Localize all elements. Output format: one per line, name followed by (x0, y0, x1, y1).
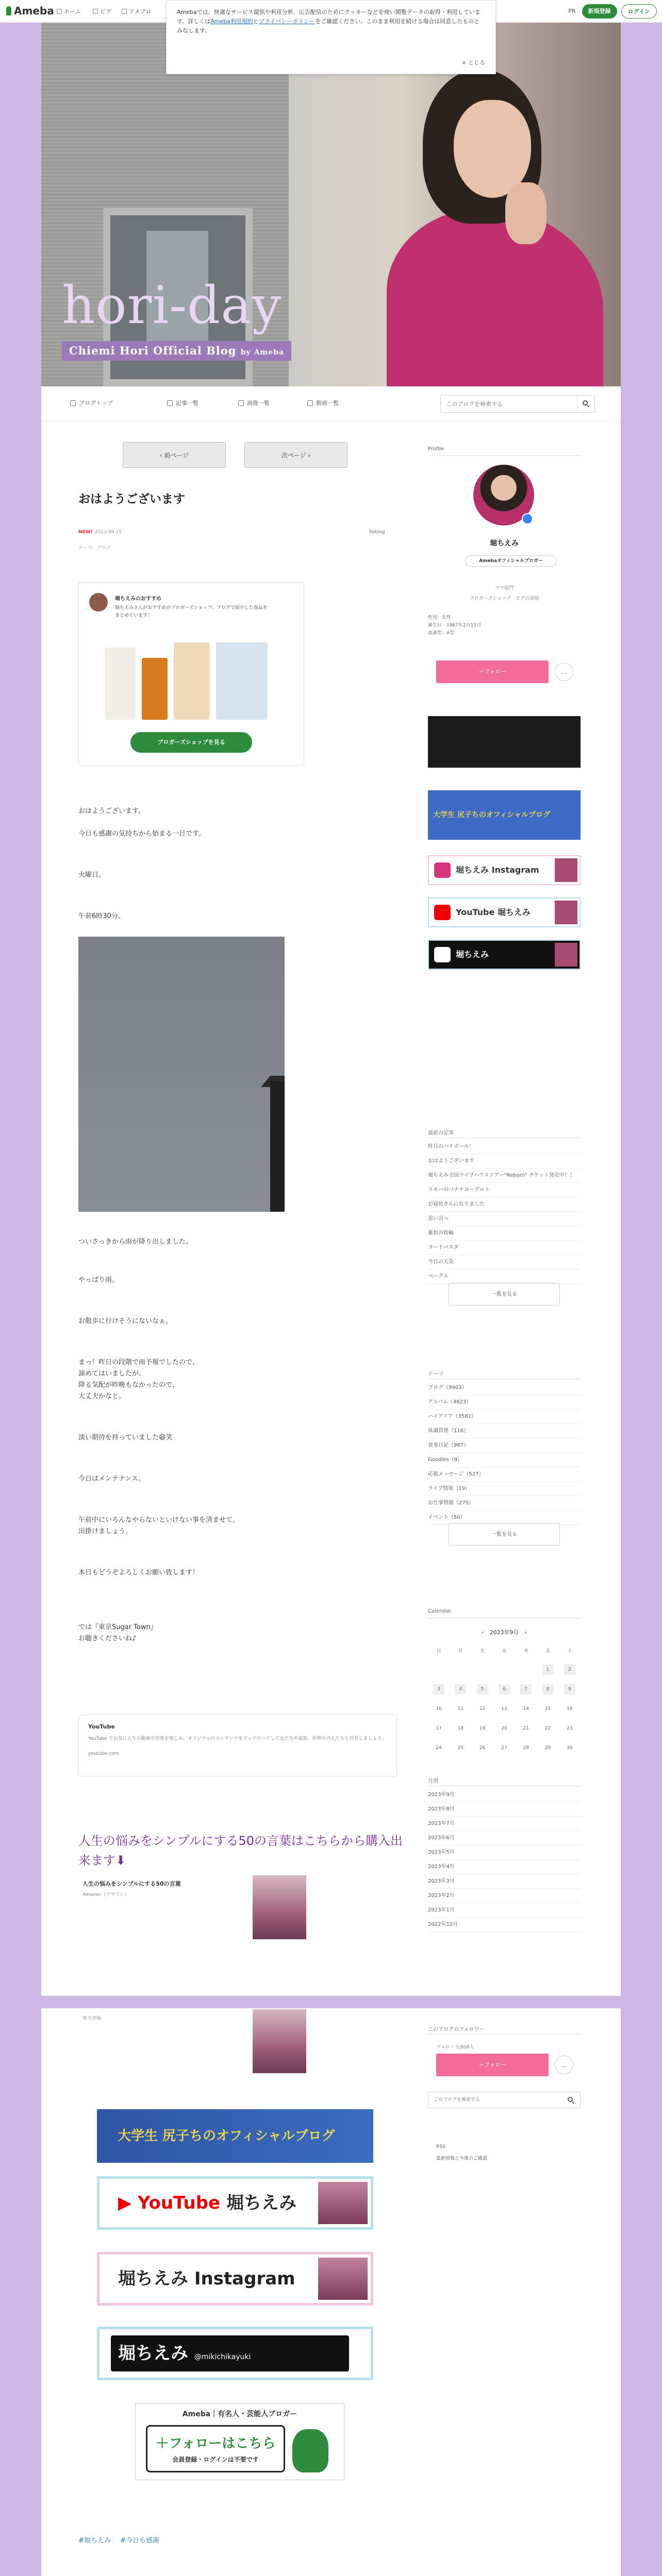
blog-header-image[interactable] (41, 23, 621, 386)
section-divider (0, 1996, 662, 2008)
paragraph: ついさっきから雨が降り出しました。 (78, 1238, 193, 1246)
recent-item[interactable]: 堀ちえみ全国ライブハウスツアー"Reborn" チケット発売中！！ (428, 1168, 581, 1183)
book-title: 人生の悩みをシンプルにする50の言葉 (82, 1880, 181, 1887)
banner-photo (318, 2258, 368, 2300)
archive-item[interactable]: 2023年5月 (428, 1845, 581, 1860)
nav-home[interactable]: ホーム (57, 7, 81, 15)
nav-ameblo[interactable]: アメブロ (122, 7, 151, 15)
recent-header: 最新の記事 (428, 1130, 454, 1136)
paragraph: 午前中にいろんなやらないといけない事を済ませて、 (78, 1516, 239, 1524)
article-photo[interactable] (78, 937, 285, 1212)
paragraph: 降る気配が昨晩もなかったので、 (78, 1381, 179, 1389)
profile-name[interactable]: 堀ちえみ (490, 539, 519, 548)
pigg-icon (93, 9, 98, 14)
recent-item[interactable]: お寝坊さんになりました (428, 1197, 581, 1212)
recent-item[interactable]: 今日の天気 (428, 1255, 581, 1269)
theme-item[interactable]: イベント（50） (428, 1511, 581, 1525)
theme-item[interactable]: お仕事情報（275） (428, 1496, 581, 1511)
theme-more-button[interactable]: 一覧を見る (449, 1523, 560, 1546)
calendar-day[interactable]: 6 (493, 1680, 515, 1699)
calendar: 日 月 火 水 木 金 土 1 2 3 4 5 6 7 8 9 10 11 12 13 14 15 16 17 18 19 20 21 22 23 24 25 26 27 28 29 30 (428, 1640, 581, 1758)
theme-item[interactable]: ライブ情報（19） (428, 1482, 581, 1496)
paragraph: 午前6時30分。 (78, 912, 125, 920)
rss-link[interactable]: RSS (436, 2144, 445, 2149)
theme-list (428, 1381, 581, 1525)
divider (428, 2034, 581, 2035)
side-x-banner[interactable]: 堀ちえみ (428, 940, 581, 970)
next-month-button[interactable]: › (524, 1629, 527, 1636)
archive-item[interactable]: 2023年4月 (428, 1860, 581, 1874)
theme-item[interactable]: ブログ（9903） (428, 1381, 581, 1395)
book-link-card[interactable] (78, 2009, 397, 2073)
blog-title: hori-day (62, 275, 282, 335)
side-instagram-banner[interactable]: 堀ちえみ Instagram (428, 855, 581, 885)
paragraph: 本日もどうぞよろしくお願い致します！ (78, 1569, 200, 1577)
terms-link[interactable]: Ameba利用規約 (210, 18, 253, 25)
bloggers-shop-card (78, 582, 304, 766)
banner-photo (318, 2182, 368, 2224)
paragraph: お散歩に行けそうにないなぁ。 (78, 1317, 173, 1325)
shop-button[interactable]: ブロガーズショップを見る (130, 732, 252, 753)
recent-item[interactable]: スキバのバナナヨーグルト (428, 1183, 581, 1197)
entry-date: NEW! 2023-09-15 (78, 530, 122, 535)
calendar-header: Calendar (428, 1608, 451, 1614)
archive-item[interactable]: 2023年3月 (428, 1874, 581, 1889)
privacy-link[interactable]: プライバシーポリシー (258, 18, 316, 25)
nav-video-list[interactable]: 動画一覧 (307, 399, 339, 407)
theme-item[interactable]: 食事日記（987） (428, 1438, 581, 1453)
theme-item[interactable]: Goodies（9） (428, 1453, 581, 1467)
theme-header: テーマ (428, 1371, 443, 1377)
archive-list (428, 1788, 581, 1932)
follower-header: このブログのフォロワー (428, 2027, 485, 2032)
archive-item[interactable]: 2023年6月 (428, 1831, 581, 1845)
divider (428, 455, 581, 456)
info-link[interactable]: 最新情報と今後のご確認 (436, 2156, 488, 2161)
youtube-card-url: youtube.com (88, 1751, 119, 1756)
mascot-image (292, 2429, 328, 2472)
side-college-banner[interactable]: 大学生 尻子ちのオフィシャルブログ (428, 790, 581, 840)
image-icon (238, 400, 244, 406)
theme-item[interactable]: 応援メッセージ（527） (428, 1467, 581, 1482)
paragraph: おはようございます。 (78, 807, 145, 815)
avatar (89, 593, 108, 612)
side-banner-photo[interactable] (428, 716, 581, 768)
book-store: 楽天市場 (82, 2016, 102, 2021)
prev-page-button[interactable]: ‹ 前ページ (123, 442, 226, 468)
nav-pigg[interactable]: ピグ (93, 7, 111, 15)
prev-month-button[interactable]: ‹ (482, 1629, 484, 1636)
x-banner[interactable]: 堀ちえみ @mikichikayuki (97, 2327, 373, 2380)
book-image (253, 1875, 306, 1939)
reblog-button[interactable]: Reblog (369, 530, 385, 535)
cookie-notice: Amebaでは、快適なサービス提供や利用分析、広告配信のためにクッキーなどを使い閲覧データの取得・利用しています。詳しくはAmeba利用規約とプライバシーポリシーをご確認ください。このまま利用を続ける場合は同意したものとみなします。 × とじる (166, 0, 496, 74)
entry-theme[interactable]: テーマ：ブログ (78, 546, 111, 551)
more-options-button[interactable]: … (555, 2056, 573, 2074)
recent-item[interactable]: 思い出へ (428, 1212, 581, 1226)
product-images[interactable] (105, 637, 275, 720)
calendar-month: ‹ 2023年9月 › (482, 1629, 527, 1636)
side-band-left (0, 0, 41, 2576)
tag-link[interactable]: ブロガーズショップ (469, 596, 511, 601)
nav-image-list[interactable]: 画像一覧 (238, 399, 270, 407)
hashtag-link[interactable]: #今日も感謝 (120, 2537, 159, 2545)
archive-item[interactable]: 2022年12月 (428, 1918, 581, 1932)
cookie-close-button[interactable]: × とじる (461, 59, 485, 66)
signup-button[interactable]: 新規登録 (582, 4, 617, 19)
youtube-banner[interactable]: ▶ YouTube 堀ちえみ (97, 2176, 373, 2230)
tag-link[interactable]: ピグの部屋 (516, 596, 539, 601)
calendar-day[interactable]: 2 (559, 1660, 581, 1680)
archive-item[interactable]: 2023年2月 (428, 1889, 581, 1903)
profile-meta: 性別：女性 誕生日：1967年2月15日 血液型：A型 (428, 615, 482, 636)
side-youtube-banner[interactable]: YouTube 堀ちえみ (428, 897, 581, 927)
profile-header: Profile (428, 446, 444, 452)
shop-desc: 堀ちえみさんがおすすめのブロガーズショップ。ブログで紹介した商品をまとめています！ (115, 605, 268, 618)
list-icon (167, 400, 173, 406)
video-icon (307, 400, 313, 406)
instagram-icon (434, 862, 451, 878)
profile-tags (428, 583, 581, 604)
blog-nav (41, 386, 621, 421)
calendar-day[interactable]: 7 (515, 1680, 537, 1699)
archive-item[interactable]: 2023年1月 (428, 1903, 581, 1918)
login-button[interactable]: ログイン (621, 4, 657, 19)
calendar-day[interactable]: 1 (537, 1660, 558, 1680)
youtube-card-desc: YouTube でお気に入りの動画や音楽を楽しみ、オリジナルのコンテンツをアップロードして友だちや家族、世界中の人たちと共有しましょう。 (88, 1736, 387, 1741)
calendar-day[interactable]: 5 (472, 1680, 493, 1699)
theme-item[interactable]: アルバム（4823） (428, 1395, 581, 1410)
next-page-button[interactable]: 次ページ › (244, 442, 347, 468)
youtube-icon (434, 905, 451, 920)
tag-link[interactable]: ママ部門 (494, 586, 514, 591)
theme-item[interactable]: 体調管理（116） (428, 1424, 581, 1438)
follow-button-bottom[interactable]: ＋フォロー (436, 2054, 549, 2076)
instagram-banner[interactable]: 堀ちえみ Instagram (97, 2252, 373, 2306)
ameba-follow-banner[interactable]: Ameba｜有名人・芸能人ブロガー ＋フォローはこちら 会員登録・ログインは不要です (135, 2403, 344, 2480)
archive-item[interactable]: 2023年8月 (428, 1802, 581, 1817)
verified-icon (522, 513, 533, 524)
pr-link[interactable]: PR (568, 8, 576, 14)
recent-item[interactable]: おはようございます (428, 1154, 581, 1168)
book-cta: 人生の悩みをシンプルにする50の言葉はこちらから購入出来ます⬇ (78, 1834, 403, 1868)
home-icon (57, 9, 62, 14)
paragraph: 大丈夫かなと。 (78, 1393, 126, 1400)
more-options-button[interactable]: … (555, 663, 573, 681)
recent-more-button[interactable]: 一覧を見る (449, 1283, 560, 1306)
hashtag-link[interactable]: #堀ちえみ (78, 2537, 111, 2545)
blog-subtitle: Chiemi Hori Official Blog by Ameba (62, 341, 291, 361)
paragraph: 火曜日。 (78, 871, 106, 879)
blog-search-input[interactable] (441, 396, 570, 412)
hero-portrait (376, 54, 598, 386)
paragraph: 淡い期待を持っていました😆笑 (78, 1434, 173, 1442)
book-link-card[interactable] (78, 1875, 397, 1939)
x-icon (434, 947, 451, 962)
paragraph: 今日も感謝の気持ちから始まる一日です。 (78, 830, 205, 838)
search-icon (583, 400, 588, 405)
paragraph: 出掛けましょう。 (78, 1528, 133, 1535)
search-icon[interactable] (568, 2097, 573, 2102)
official-badge: Amebaオフィシャルブロガー (465, 555, 557, 567)
recent-item[interactable]: 薬指の指輪 (428, 1226, 581, 1241)
paragraph: お聴きくださいね♪ (78, 1635, 137, 1642)
sidebar-search-input[interactable] (428, 2092, 557, 2108)
book-store: Amazon（アマゾン） (82, 1892, 129, 1897)
calendar-day[interactable]: 4 (450, 1680, 471, 1699)
search-button[interactable] (577, 396, 594, 412)
paragraph: やっぱり雨。 (78, 1276, 119, 1284)
entry-title[interactable]: おはようございます (78, 493, 185, 506)
calendar-day[interactable]: 3 (428, 1680, 450, 1699)
nav-blog-top[interactable]: ブログトップ (70, 399, 113, 407)
paragraph: では『東京Sugar Town』 (78, 1623, 157, 1631)
ameba-logo[interactable]: Ameba (6, 5, 54, 17)
paragraph: 諦めてはいましたが、 (78, 1370, 146, 1378)
recent-item[interactable]: ベーグル (428, 1269, 581, 1284)
recent-list (428, 1140, 581, 1284)
blog-search (440, 395, 595, 413)
college-blog-banner[interactable]: 大学生 尻子ちのオフィシャルブログ (97, 2109, 373, 2163)
shop-name: 堀ちえみのおすすめ (115, 596, 162, 602)
youtube-link-card[interactable] (78, 1715, 397, 1776)
archive-header: 月別 (428, 1778, 438, 1784)
side-band-right (621, 0, 662, 2576)
blog-icon (122, 9, 127, 14)
theme-item[interactable]: ハイアイア（3581） (428, 1410, 581, 1424)
sidebar-search (428, 2092, 581, 2108)
youtube-card-title: YouTube (88, 1723, 115, 1730)
follower-count: フォロー 3,808人 (436, 2045, 474, 2050)
paragraph: 今日はメンテナンス。 (78, 1475, 145, 1483)
follow-button[interactable]: ＋フォロー (436, 660, 549, 683)
archive-item[interactable]: 2023年7月 (428, 1817, 581, 1831)
hashtags (78, 2535, 167, 2545)
recent-item[interactable]: ヌードパスタ (428, 1241, 581, 1255)
calendar-day[interactable]: 8 (537, 1680, 558, 1699)
paragraph: まっ！昨日の段階で雨予報でしたので、 (78, 1359, 199, 1366)
nav-article-list[interactable]: 記事一覧 (167, 399, 198, 407)
book-image (253, 2009, 306, 2073)
calendar-day[interactable]: 9 (559, 1680, 581, 1699)
home-icon (70, 400, 76, 406)
archive-item[interactable]: 2023年9月 (428, 1788, 581, 1802)
recent-item[interactable]: 昨日のハイボール！ (428, 1140, 581, 1154)
